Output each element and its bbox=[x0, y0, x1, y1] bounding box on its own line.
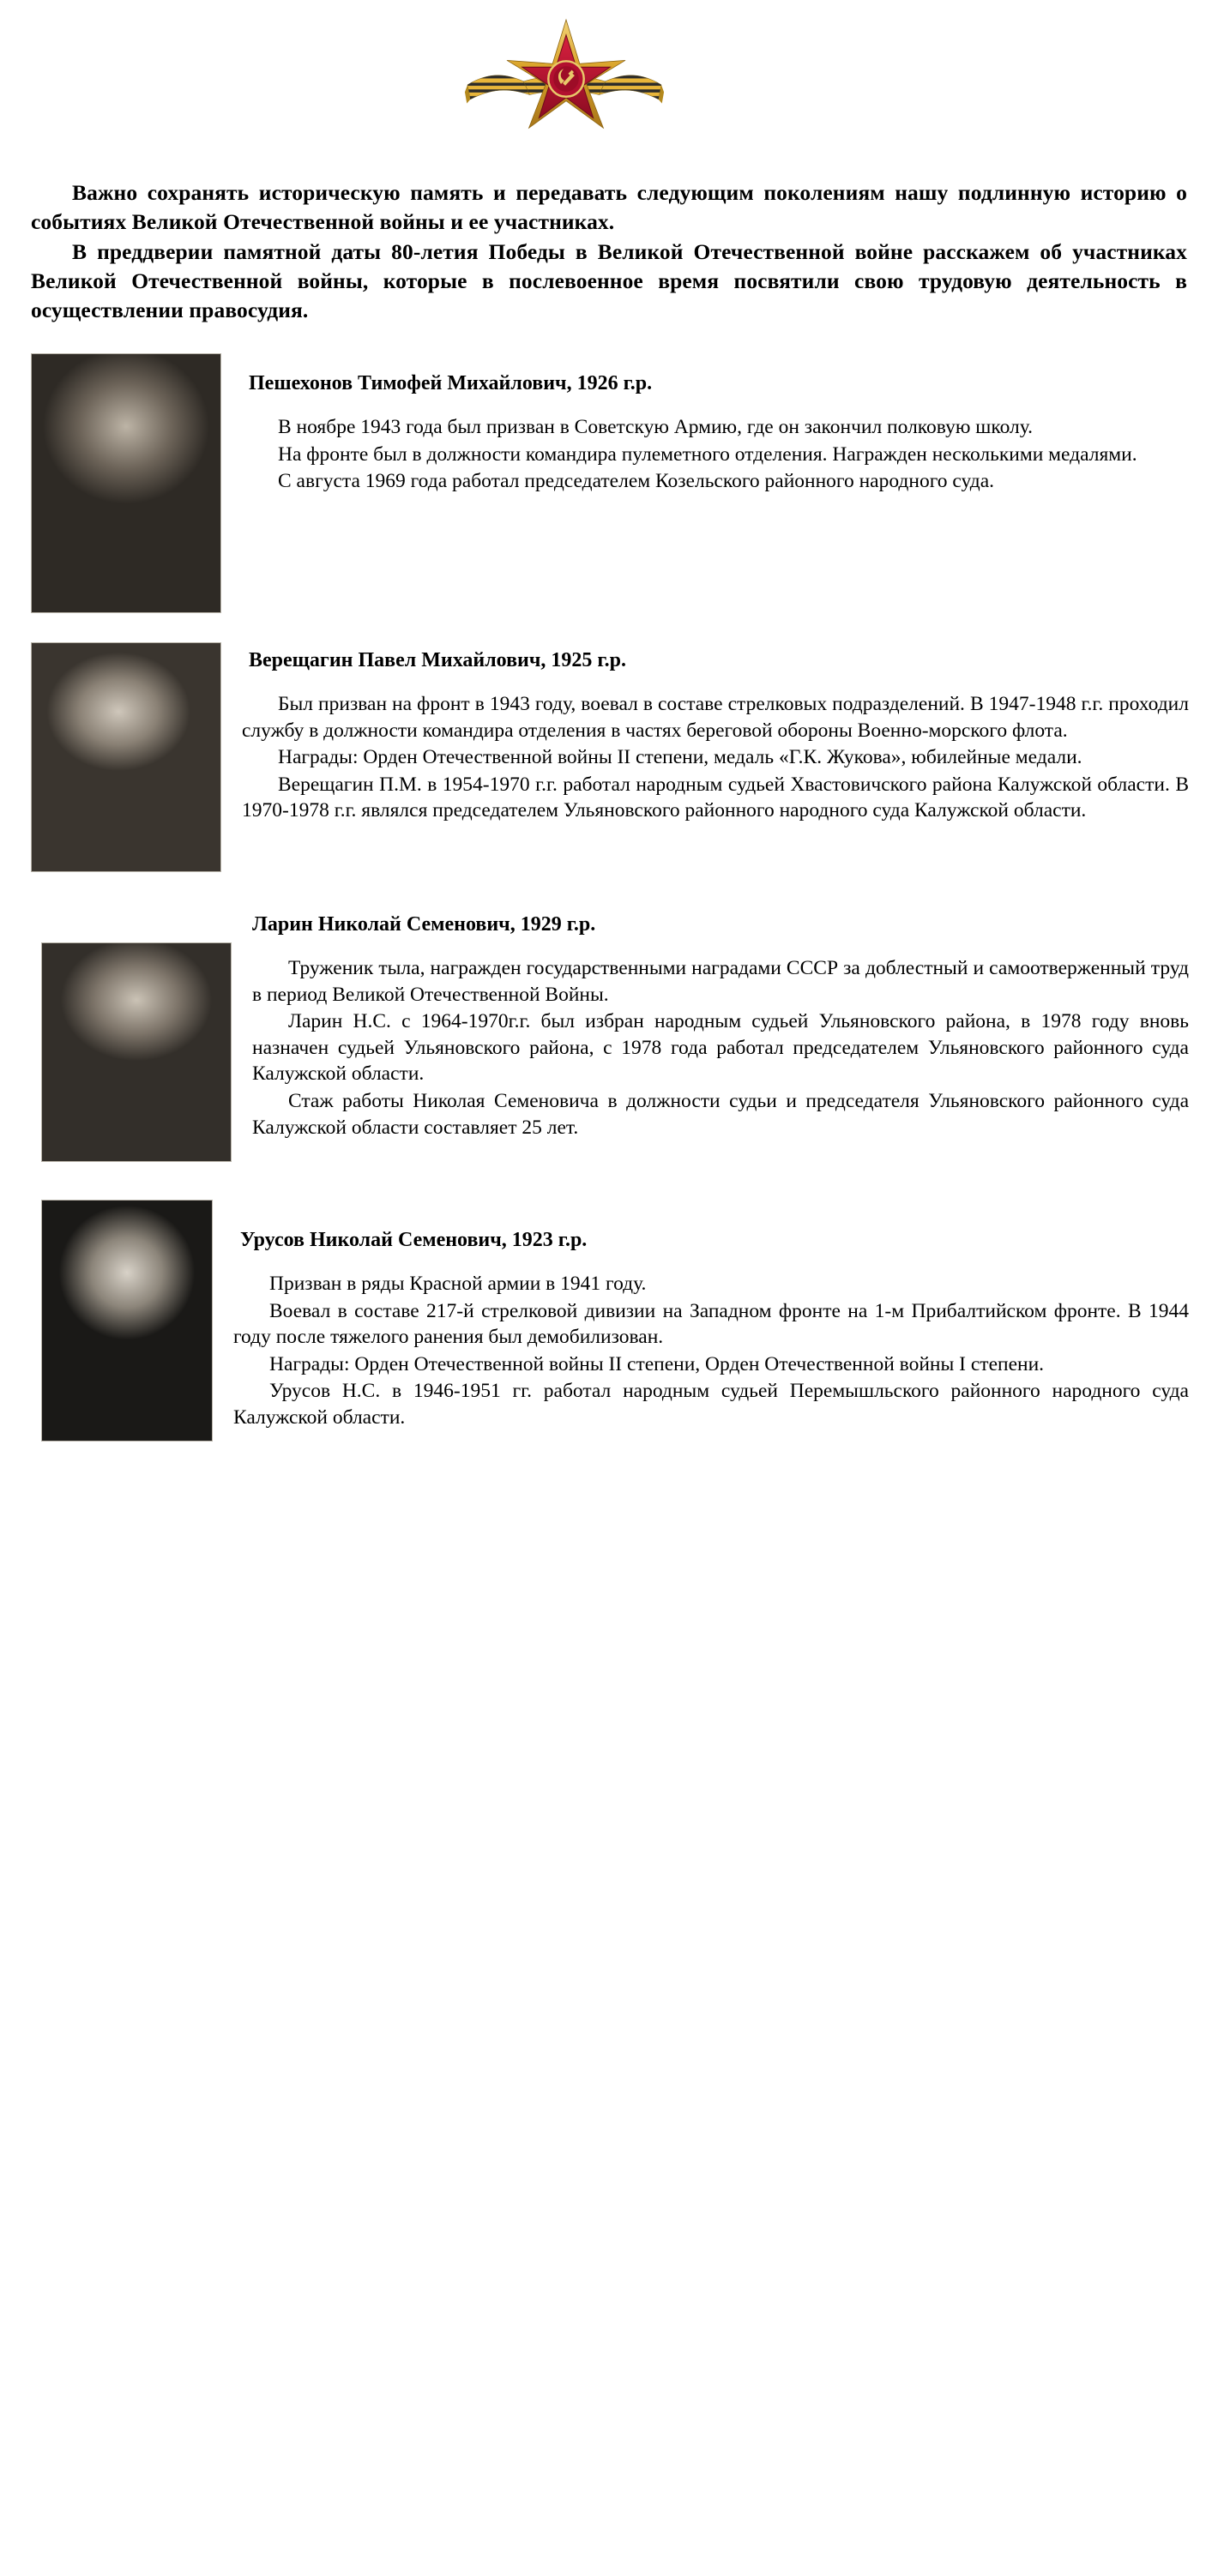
person-photo bbox=[31, 353, 221, 613]
bio-paragraph: Награды: Орден Отечественной войны II степени, Орден Отечественной войны I степени. bbox=[269, 1352, 1045, 1375]
bio-paragraph: Верещагин П.М. в 1954-1970 г.г. работал народным судьей Хвастовичского района Калужской области. В 1970-1978 г.г. являлся председателем Ульяновского районного народного суда Калужской области. bbox=[242, 773, 1189, 822]
person-biography bbox=[233, 1271, 1194, 1430]
person-photo bbox=[41, 1200, 213, 1441]
intro-paragraph-2: В преддверии памятной даты 80-летия Победы в Великой Отечественной войне расскажем об участниках Великой Отечественной войны, которые в послевоенное время посвятили свою трудовую деятельность в осуществлении правосудия. bbox=[31, 239, 1187, 322]
person-entry bbox=[24, 906, 1194, 1162]
bio-paragraph: Труженик тыла, награжден государственными наградами СССР за доблестный и самоотверженный труд в период Великой Отечественной Войны. bbox=[252, 957, 1189, 1006]
person-entry bbox=[24, 1200, 1194, 1441]
intro-text bbox=[24, 178, 1194, 324]
person-photo bbox=[41, 942, 232, 1162]
person-body bbox=[233, 1200, 1194, 1431]
person-entry bbox=[24, 642, 1194, 872]
person-entry bbox=[24, 353, 1194, 613]
bio-paragraph: Стаж работы Николая Семеновича в должности судьи и председателя Ульяновского районного суда Калужской области составляет 25 лет. bbox=[252, 1090, 1189, 1139]
order-of-victory-emblem bbox=[307, 15, 822, 170]
person-body bbox=[252, 906, 1194, 1141]
bio-paragraph: На фронте был в должности командира пулеметного отделения. Награжден несколькими медалями. bbox=[278, 442, 1137, 466]
person-body bbox=[242, 642, 1194, 825]
bio-paragraph: Урусов Н.С. в 1946-1951 гг. работал народным судьей Перемышльского районного народного суда Калужской области. bbox=[233, 1380, 1189, 1429]
bio-paragraph: Призван в ряды Красной армии в 1941 году. bbox=[269, 1273, 647, 1296]
person-biography bbox=[252, 955, 1194, 1141]
bio-paragraph: Был призван на фронт в 1943 году, воевал в составе стрелковых подразделений. В 1947-1948 г.г. проходил службу в должности командира отделения в частях береговой обороны Военно-морского флота. bbox=[242, 693, 1189, 742]
person-name: Верещагин Павел Михайлович, 1925 г.р. bbox=[249, 649, 626, 672]
person-body bbox=[242, 353, 1194, 496]
person-biography bbox=[242, 691, 1194, 824]
person-name: Пешехонов Тимофей Михайлович, 1926 г.р. bbox=[249, 372, 653, 395]
order-star-icon bbox=[503, 17, 630, 146]
bio-paragraph: Ларин Н.С. с 1964-1970г.г. был избран народным судьей Ульяновского района, в 1978 году вновь назначен судьей Ульяновского района, с 1978 года работал председателем Ульяновского районного суда Калужской области. bbox=[252, 1010, 1189, 1086]
emblem-container bbox=[24, 0, 1194, 178]
person-name: Ларин Николай Семенович, 1929 г.р. bbox=[252, 913, 596, 936]
person-name: Урусов Николай Семенович, 1923 г.р. bbox=[240, 1229, 588, 1252]
bio-paragraph: Награды: Орден Отечественной войны II степени, медаль «Г.К. Жукова», юбилейные медали. bbox=[278, 746, 1082, 769]
bio-paragraph: С августа 1969 года работал председателем Козельского районного народного суда. bbox=[278, 470, 995, 493]
person-photo bbox=[31, 642, 221, 872]
intro-paragraph-1: Важно сохранять историческую память и передавать следующим поколениям нашу подлинную историю о событиях Великой Отечественной войны и ее участниках. bbox=[31, 180, 1187, 234]
person-biography bbox=[242, 414, 1194, 495]
bio-paragraph: Воевал в составе 217-й стрелковой дивизии на Западном фронте на 1-м Прибалтийском фронте. В 1944 году после тяжелого ранения был демобилизован. bbox=[233, 1299, 1189, 1349]
bio-paragraph: В ноябре 1943 года был призван в Советскую Армию, где он закончил полковую школу. bbox=[278, 416, 1034, 439]
